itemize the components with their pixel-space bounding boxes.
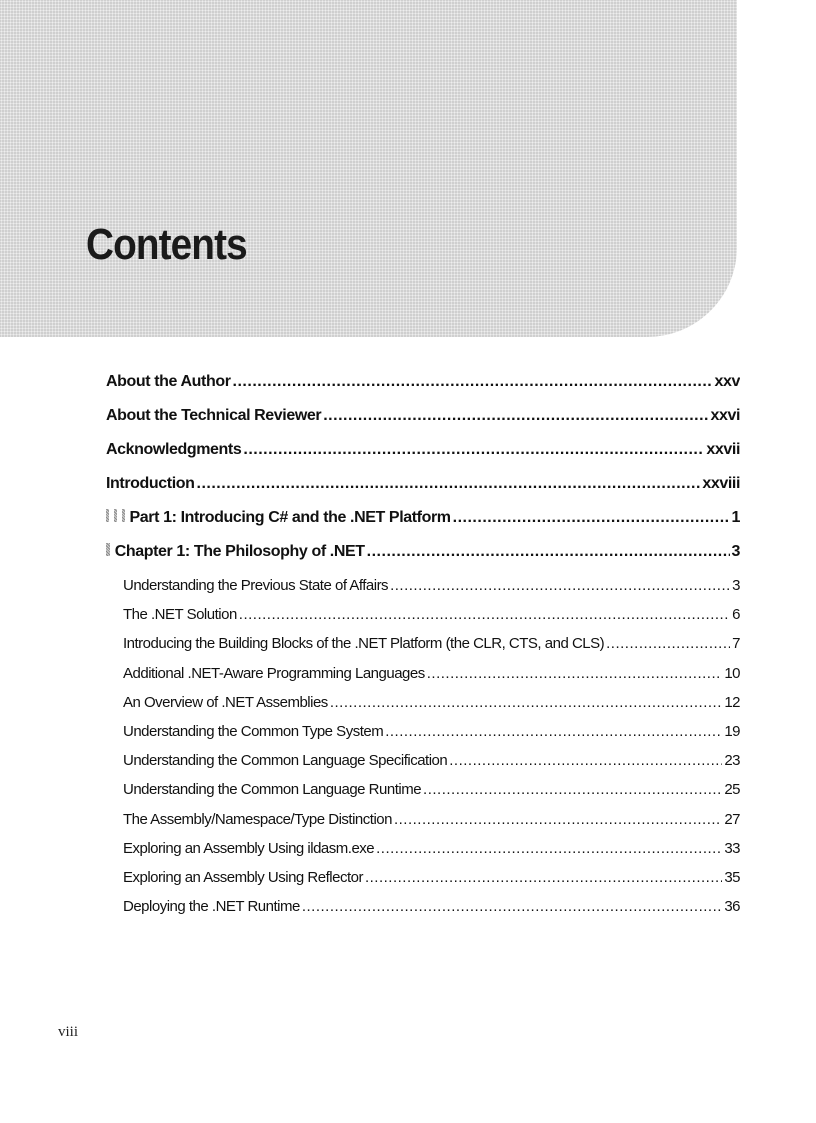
toc-page-number: 1 <box>731 509 740 526</box>
toc-dot-leader <box>233 373 713 391</box>
part-marker-icon <box>114 509 117 522</box>
toc-page-number: xxviii <box>702 475 740 492</box>
chapter-marker-icon <box>106 543 110 556</box>
toc-entry-title: Understanding the Common Language Runtime <box>123 781 422 799</box>
toc-page-number: 19 <box>724 722 740 740</box>
toc-dot-leader <box>239 606 730 623</box>
toc-entry-technical-reviewer[interactable] <box>106 407 740 441</box>
toc-section-entry[interactable] <box>123 752 740 781</box>
part-marker-icon <box>106 509 109 522</box>
toc-page-number: 6 <box>732 606 740 624</box>
toc-dot-leader <box>385 723 722 740</box>
toc-entry-introduction[interactable] <box>106 475 740 509</box>
toc-dot-leader <box>390 577 730 594</box>
toc-page-number: xxvii <box>706 441 740 458</box>
toc-section-entry[interactable] <box>123 840 740 869</box>
toc-dot-leader <box>453 509 730 527</box>
toc-entry-title: Introduction <box>106 475 195 492</box>
toc-dot-leader <box>243 441 704 459</box>
toc-entry-title: Understanding the Common Type System <box>123 722 384 740</box>
toc-entry-title: Deploying the .NET Runtime <box>123 898 300 916</box>
toc-section-entry[interactable] <box>123 606 740 635</box>
toc-page-number: 3 <box>731 543 740 560</box>
toc-dot-leader <box>423 781 722 798</box>
toc-entry-chapter-1[interactable] <box>106 543 740 577</box>
toc-dot-leader <box>323 407 708 425</box>
toc-section-entry[interactable] <box>123 723 740 752</box>
toc-entry-title: Introducing the Building Blocks of the .NET Platform (the CLR, CTS, and CLS) <box>123 635 605 653</box>
toc-entry-title: Understanding the Common Language Specification <box>123 752 448 770</box>
toc-entry-title: Chapter 1: The Philosophy of .NET <box>114 543 365 560</box>
toc-dot-leader <box>197 475 701 493</box>
toc-entry-about-author[interactable] <box>106 373 740 407</box>
toc-section-entry[interactable] <box>123 635 740 664</box>
toc-page-number: 3 <box>732 577 740 594</box>
toc-entry-title: The .NET Solution <box>123 606 237 624</box>
toc-entry-title: The Assembly/Namespace/Type Distinction <box>123 810 392 828</box>
toc-section-entry[interactable] <box>123 665 740 694</box>
toc-dot-leader <box>330 694 723 711</box>
toc-entry-part-1[interactable] <box>106 509 740 543</box>
part-marker-icon <box>122 509 125 522</box>
toc-page-number: 36 <box>724 898 740 916</box>
toc-dot-leader <box>606 635 730 652</box>
toc-dot-leader <box>367 543 730 561</box>
toc-entry-title: About the Technical Reviewer <box>106 407 322 424</box>
page-number: viii <box>58 1024 79 1040</box>
toc-entry-title: Acknowledgments <box>106 441 242 458</box>
toc-page-number: xxv <box>714 373 740 390</box>
toc-dot-leader <box>302 898 722 915</box>
toc-page-number: 33 <box>724 839 740 857</box>
toc-dot-leader <box>427 665 723 682</box>
toc-section-entry[interactable] <box>123 898 740 927</box>
toc-page-number: 25 <box>724 781 740 799</box>
table-of-contents <box>106 373 740 927</box>
toc-page-number: 10 <box>724 664 740 682</box>
toc-page-number: 35 <box>724 868 740 886</box>
toc-entry-title: About the Author <box>106 373 231 390</box>
toc-dot-leader <box>394 811 722 828</box>
toc-entry-title: Part 1: Introducing C# and the .NET Platform <box>129 509 451 526</box>
page-title: Contents <box>86 220 247 269</box>
toc-dot-leader <box>376 840 722 857</box>
toc-entry-title: Understanding the Previous State of Affairs <box>123 577 389 594</box>
toc-section-entry[interactable] <box>123 869 740 898</box>
toc-dot-leader <box>449 752 722 769</box>
toc-section-entry[interactable] <box>123 577 740 606</box>
toc-page-number: 12 <box>724 693 740 711</box>
toc-section-entry[interactable] <box>123 694 740 723</box>
toc-section-entry[interactable] <box>123 811 740 840</box>
toc-page-number: 7 <box>732 635 740 653</box>
toc-entry-acknowledgments[interactable] <box>106 441 740 475</box>
toc-page-number: 27 <box>724 810 740 828</box>
toc-page-number: xxvi <box>710 407 740 424</box>
toc-dot-leader <box>365 869 722 886</box>
toc-entry-title: Exploring an Assembly Using Reflector <box>123 868 363 886</box>
header-band <box>0 0 737 337</box>
toc-entry-title: Exploring an Assembly Using ildasm.exe <box>123 839 375 857</box>
toc-section-entry[interactable] <box>123 781 740 810</box>
toc-entry-title: An Overview of .NET Assemblies <box>123 693 328 711</box>
toc-entry-title: Additional .NET-Aware Programming Languages <box>123 664 425 682</box>
toc-page-number: 23 <box>724 752 740 770</box>
